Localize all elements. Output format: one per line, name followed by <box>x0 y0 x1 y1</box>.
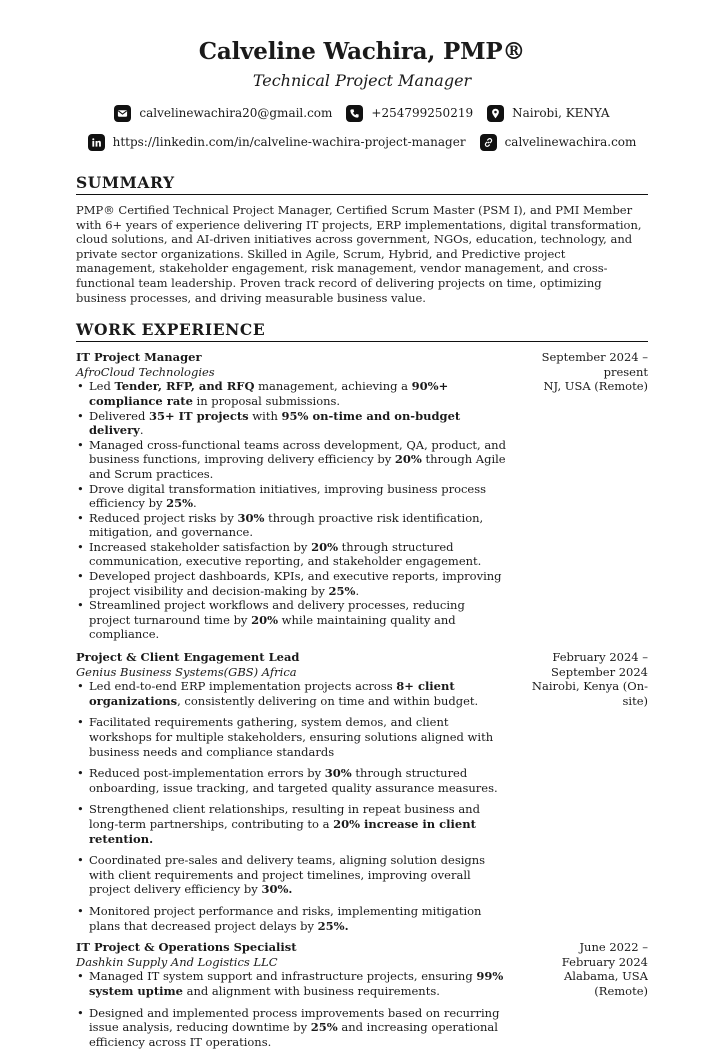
location-text: Nairobi, KENYA <box>512 106 610 120</box>
bullet-highlight: Tender, RFP, and RFQ <box>114 379 255 394</box>
bullet-highlight: 30%. <box>261 882 293 897</box>
bullet-item: • Led end-to-end ERP implementation projects across 8+ client organizations, consistently delivering on time and within budget. <box>76 679 508 708</box>
job-dates: June 2022 – February 2024 <box>561 940 648 969</box>
job-details <box>76 650 508 933</box>
contact-website[interactable] <box>480 133 637 151</box>
job-details <box>76 940 508 1049</box>
bullet-item: • Streamlined project workflows and delivery processes, reducing project turnaround time by 20% while maintaining quality and compliance. <box>76 598 508 642</box>
bullet-item: • Reduced project risks by 30% through proactive risk identification, mitigation, and governance. <box>76 511 508 540</box>
job-location: Alabama, USA (Remote) <box>563 969 648 998</box>
bullet-item: • Delivered 35+ IT projects with 95% on-time and on-budget delivery. <box>76 409 508 438</box>
location-pin-icon <box>487 105 504 122</box>
job-entry <box>76 650 648 933</box>
bullet-item: • Strengthened client relationships, resulting in repeat business and long-term partnerships, contributing to a 20% increase in client retention. <box>76 802 508 846</box>
job-title: IT Project & Operations Specialist <box>76 940 297 955</box>
linkedin-icon <box>88 134 105 151</box>
bullet-item: • Drove digital transformation initiatives, improving business process efficiency by 25%. <box>76 482 508 511</box>
job-title: Project & Client Engagement Lead <box>76 650 300 665</box>
bullet-highlight: 20% <box>394 452 422 467</box>
link-icon <box>480 134 497 151</box>
bullet-item: • Reduced post-implementation errors by 30% through structured onboarding, issue tracking, and targeted quality assurance measures. <box>76 766 508 795</box>
bullet-item: • Designed and implemented process improvements based on recurring issue analysis, reducing downtime by 25% and increasing operational efficiency across IT operations. <box>76 1006 508 1050</box>
email-icon <box>114 105 131 122</box>
candidate-title: Technical Project Manager <box>252 71 472 90</box>
job-bullets <box>76 969 508 1049</box>
contact-email[interactable] <box>114 104 332 122</box>
bullet-highlight: 95% on-time and on-budget delivery <box>89 408 461 438</box>
bullet-item: • Managed IT system support and infrastructure projects, ensuring 99% system uptime and alignment with business requirements. <box>76 969 508 998</box>
bullet-highlight: 25% <box>328 583 356 598</box>
job-title: IT Project Manager <box>76 350 202 365</box>
website-text[interactable]: calvelinewachira.com <box>504 135 637 149</box>
bullet-item: • Monitored project performance and risks, implementing mitigation plans that decreased project delays by 25%. <box>76 904 508 933</box>
job-bullets <box>76 379 508 642</box>
job-company: Genius Business Systems(GBS) Africa <box>76 664 297 679</box>
bullet-item: • Coordinated pre-sales and delivery teams, aligning solution designs with client requirements and project timelines, improving overall project delivery efficiency by 30%. <box>76 853 508 897</box>
work-experience-heading: WORK EXPERIENCE <box>76 320 648 342</box>
phone-icon <box>346 105 363 122</box>
job-details <box>76 350 508 642</box>
job-company: AfroCloud Technologies <box>76 364 215 379</box>
job-location: NJ, USA (Remote) <box>543 379 648 394</box>
email-text[interactable]: calvelinewachira20@gmail.com <box>139 106 333 120</box>
job-bullets <box>76 679 508 933</box>
resume-page <box>0 38 724 1049</box>
summary-heading: SUMMARY <box>76 173 648 195</box>
bullet-highlight: 20% increase in client retention. <box>89 816 476 846</box>
bullet-highlight: 20% <box>311 539 339 554</box>
bullet-item: • Increased stakeholder satisfaction by 20% through structured communication, executive reporting, and stakeholder engagement. <box>76 540 508 569</box>
phone-text[interactable]: +254799250219 <box>371 106 474 120</box>
candidate-name: Calveline Wachira, PMP® <box>198 38 526 65</box>
bullet-item: • Facilitated requirements gathering, system demos, and client workshops for multiple stakeholders, ensuring solutions aligned with business needs and compliance standards <box>76 715 508 759</box>
bullet-item: • Managed cross-functional teams across development, QA, product, and business functions, improving delivery efficiency by 20% through Agile and Scrum practices. <box>76 438 508 482</box>
bullet-highlight: 8+ client organizations <box>89 679 455 708</box>
contact-row-primary <box>76 104 648 122</box>
contact-row-secondary <box>76 133 648 151</box>
job-meta <box>528 350 648 394</box>
bullet-highlight: 25% <box>310 1020 338 1035</box>
job-company: Dashkin Supply And Logistics LLC <box>76 954 278 969</box>
contact-phone[interactable] <box>346 104 473 122</box>
bullet-highlight: 25% <box>166 496 194 511</box>
linkedin-text[interactable]: https://linkedin.com/in/calveline-wachira-project-manager <box>112 135 466 149</box>
job-entry <box>76 940 648 1049</box>
bullet-highlight: 20% <box>251 612 279 627</box>
job-dates: September 2024 – present <box>541 350 648 379</box>
job-dates: February 2024 – September 2024 <box>551 650 648 679</box>
bullet-highlight: 30% <box>237 510 265 525</box>
job-location: Nairobi, Kenya (On-site) <box>531 679 648 708</box>
bullet-highlight: 30% <box>324 766 352 781</box>
summary-text: PMP® Certified Technical Project Manager, Certified Scrum Master (PSM I), and PMI Member with 6+ years of experience delivering IT projects, ERP implementations, digital transformation, cloud solutions, and AI-driven initiatives across government, NGOs, education, technology, and private sector organizations. Skilled in Agile, Scrum, Hybrid, and Predictive project management, stakeholder engagement, risk management, vendor management, and cross-functional team leadership. Proven track record of delivering projects on time, optimizing business processes, and driving measurable business value. <box>76 203 642 305</box>
contact-location <box>487 104 609 122</box>
job-meta <box>528 940 648 998</box>
bullet-item: • Led Tender, RFP, and RFQ management, achieving a 90%+ compliance rate in proposal submissions. <box>76 379 508 408</box>
bullet-highlight: 99% system uptime <box>89 969 504 998</box>
contact-linkedin[interactable] <box>88 133 466 151</box>
job-entry <box>76 350 648 642</box>
bullet-item: • Developed project dashboards, KPIs, and executive reports, improving project visibility and decision-making by 25%. <box>76 569 508 598</box>
job-meta <box>528 650 648 708</box>
bullet-highlight: 90%+ compliance rate <box>89 379 449 408</box>
bullet-highlight: 25%. <box>317 918 349 933</box>
bullet-highlight: 35+ IT projects <box>149 408 249 423</box>
